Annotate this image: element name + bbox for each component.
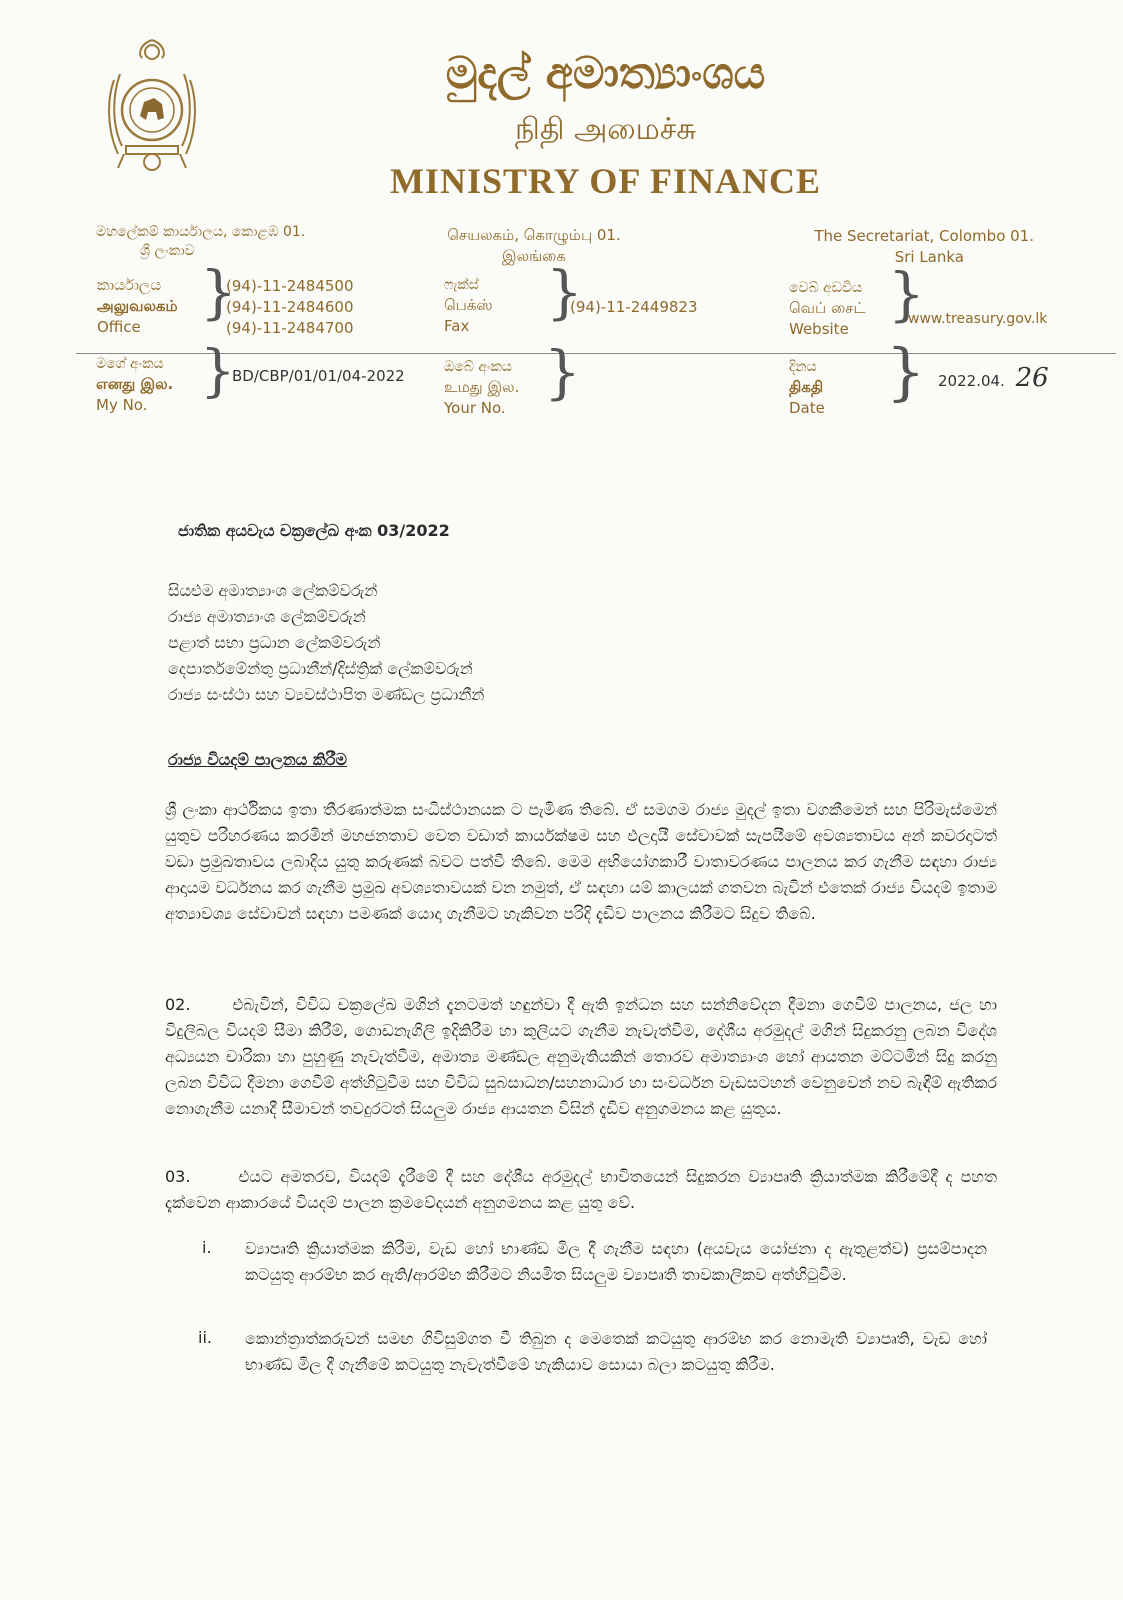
- my-no-si: මගේ අංකය: [96, 356, 164, 372]
- fax-label-ta: பெக்ஸ்: [444, 296, 493, 314]
- address-ta-line2: இலங்கை: [502, 247, 566, 265]
- office-label: [97, 275, 178, 338]
- date-handwritten: 26: [1015, 363, 1049, 393]
- your-no-si: ඔබේ අංකය: [444, 359, 512, 375]
- website-label: [789, 279, 865, 340]
- list-item-text: ව්‍යාපෘති ක්‍රියාත්මක කිරීම, වැඩ හෝ භාණ්ඩ මිල දී ගැනීම සඳහා (අයවැය යෝජනා ද ඇතුළත්ව) ප්‍රසම්පාදන කටයුතු ආරම්භ කර ඇති/ආරම්භ කිරීමට නියමිත සියලුම ව්‍යාපෘති තාවකාලිකව අත්හිටුවීම.: [245, 1239, 987, 1284]
- date-ta: திகதி: [789, 378, 824, 396]
- my-no-label: [96, 355, 173, 416]
- address-en-line1: The Secretariat, Colombo 01.: [814, 227, 1034, 245]
- ministry-title-sinhala: මුදල් අමාත්‍යාංශය: [445, 48, 766, 99]
- your-no-label: [444, 358, 519, 419]
- fax-label-si: ෆැක්ස්: [444, 277, 479, 293]
- office-label-ta: அலுவலகம்: [97, 297, 178, 315]
- circular-number: ජාතික අයවැය චක්‍රලේඛ අංක 03/2022: [178, 521, 450, 540]
- office-brace: }: [200, 258, 237, 326]
- paragraph-2-text: එබැවින්, විවිධ චක්‍රලේඛ මගින් දැනටමත් හඳුන්වා දී ඇති ඉන්ධන සහ සන්නිවේදන දීමනා ගෙවීම් පාලනය, ජල හා විදුලිබල වියදම් සීමා කිරීම්, ගොඩනැගිලි ඉදිකිරීම හා කුලියට ගැනීම නැවැත්වීම, දේශීය අරමුදල් මගින් සිදුකරනු ලබන විදේශ අධ්‍යයන චාරිකා හා පුහුණු නැවැත්වීම, අමාත්‍ය මණ්ඩල අනුමැතියකින් තොරව අමාත්‍යාංශ හෝ ආයතන මට්ටමින් සිදු කරනු ලබන විවිධ දීමනා ගෙවීම් අත්හිටුවීම සහ විවිධ සුබසාධන/සහනාධාර හා සංවර්ධන වැඩසටහන් වෙනුවෙන් නව බැඳීම් ඇතිකර නොගැනීම යනාදී සීමාවන් තවදුරටත් සියලුම රාජ්‍ය ආයතන විසින් දැඩිව අනුගමනය කළ යුතුය.: [165, 995, 998, 1118]
- web-label-si: වෙබ් අඩවිය: [789, 280, 863, 296]
- your-no-brace: }: [544, 338, 581, 406]
- addressee: සියළුම අමාත්‍යාංශ ලේකම්වරුන්: [168, 581, 378, 600]
- paragraph-3-number: 03.: [165, 1167, 191, 1186]
- my-no-brace: }: [200, 339, 236, 404]
- address-en-line2: Sri Lanka: [894, 248, 964, 266]
- fax-label-en: Fax: [444, 317, 470, 335]
- address-si-line2: ශ්‍රී ලංකාව: [140, 243, 195, 259]
- office-number: (94)-11-2484500: [226, 277, 354, 295]
- ministry-title-english: MINISTRY OF FINANCE: [389, 161, 822, 201]
- date-brace: }: [886, 335, 926, 408]
- my-no-ta: எனது இல.: [96, 375, 174, 393]
- date-value: [938, 363, 1049, 393]
- fax-brace: }: [546, 258, 583, 326]
- paragraph-3: [165, 1164, 997, 1216]
- paragraph-2-number: 02.: [165, 995, 191, 1014]
- list-item-number: ii.: [198, 1328, 212, 1347]
- paragraph-1: ශ්‍රී ලංකා ආර්ථිකය ඉතා තීරණාත්මක සංධිස්ථානයක ට පැමිණ තිබේ. ඒ සමගම රාජ්‍ය මුදල් ඉතා වගකීමෙන් සහ පිරිමැස්මෙන් යුතුව පරිහරණය කරමින් මහජනතාව වෙත වඩාත් කාර්යක්ෂම සහ ඵලදායී සේවාවක් සැපයීමේ අවශ්‍යතාවය අන් කවරදාටත් වඩා ප්‍රමුඛතාවය ලබාදිය යුතු කරුණක් බවට පත්වී තිබේ. මෙම අභියෝගකාරී වාතාවරණය පාලනය කර ගැනීම සඳහා රාජ්‍ය ආදායම වර්ධනය කර ගැනීම ප්‍රමුඛ අවශ්‍යතාවයක් වන නමුත්, ඒ සඳහා යම් කාලයක් ගතවන බැවින් එතෙක් රාජ්‍ය වියදම් ඉතාම අත්‍යාවශ්‍ය සේවාවන් සඳහා පමණක් යොදා ගැනීමට හැකිවන පරිදි දැඩිව පාලනය කිරීමට සිදුව තිබේ.: [165, 800, 997, 923]
- your-no-ta: உமது இல.: [444, 378, 520, 396]
- web-label-ta: வெப் சைட்: [789, 299, 866, 317]
- paragraph-3-text: එයට අමතරව, වියදම් දැරීමේ දී සහ දේශීය අරමුදල් භාවිතයෙන් සිදුකරන ව්‍යාපෘති ක්‍රියාත්මක කිරීමේදී ද පහත දැක්වෙන ආකාරයේ වියදම් පාලන ක්‍රමවේදයන් අනුගමනය කළ යුතු වේ.: [165, 1167, 997, 1212]
- my-no-value: BD/CBP/01/01/04-2022: [232, 367, 405, 385]
- addressee: දෙපාර්තමේන්තු ප්‍රධානීන්/දිස්ත්‍රික් ලේකම්වරුන්: [168, 659, 473, 678]
- web-label-en: Website: [789, 320, 849, 338]
- addressee: පළාත් සභා ප්‍රධාන ලේකම්වරුන්: [168, 633, 381, 652]
- ministry-title-tamil: நிதி அமைச்சு: [514, 112, 696, 147]
- my-no-en: My No.: [96, 396, 148, 414]
- address-ta-line1: செயலகம், கொழும்பு 01.: [447, 226, 621, 244]
- date-si: දිනය: [789, 359, 817, 375]
- date-en: Date: [789, 399, 825, 417]
- list-item-text: කොන්ත්‍රාත්කරුවන් සමඟ ගිවිසුම්ගත වී තිබුන ද මෙතෙක් කටයුතු ආරම්භ කර නොමැති ව්‍යාපෘති, වැඩ හෝ භාණ්ඩ මිල දී ගැනීමේ කටයුතු නැවැත්වීමේ හැකියාව සොයා බලා කටයුතු කිරීම.: [245, 1329, 987, 1374]
- web-brace: }: [888, 260, 925, 328]
- fax-number: (94)-11-2449823: [570, 298, 698, 316]
- address-si-line1: මහලේකම් කාර්යාලය, කොළඹ 01.: [96, 224, 306, 240]
- office-label-si: කාර්යාලය: [97, 276, 162, 294]
- addressee: රාජ්‍ය සංස්ථා සහ ව්‍යවස්ථාපිත මණ්ඩල ප්‍රධානීන්: [168, 685, 485, 704]
- date-printed: 2022.04.: [938, 372, 1005, 390]
- address-tamil: [424, 225, 644, 267]
- website-url: www.treasury.gov.lk: [908, 311, 1048, 327]
- office-label-en: Office: [97, 318, 141, 336]
- list-item-number: i.: [202, 1238, 212, 1257]
- address-sinhala: [96, 223, 305, 261]
- subject-heading: රාජ්‍ය වියදම් පාලනය කිරීම: [168, 750, 347, 769]
- addressee: රාජ්‍ය අමාත්‍යාංශ ලේකම්වරුන්: [168, 607, 366, 626]
- office-number: (94)-11-2484600: [226, 298, 354, 316]
- date-label: [789, 358, 825, 419]
- your-no-en: Your No.: [444, 399, 506, 417]
- office-numbers: [226, 276, 354, 339]
- office-number: (94)-11-2484700: [226, 319, 354, 337]
- paragraph-2: [165, 992, 997, 1122]
- fax-label: [444, 276, 493, 337]
- addressee-list: [168, 578, 484, 708]
